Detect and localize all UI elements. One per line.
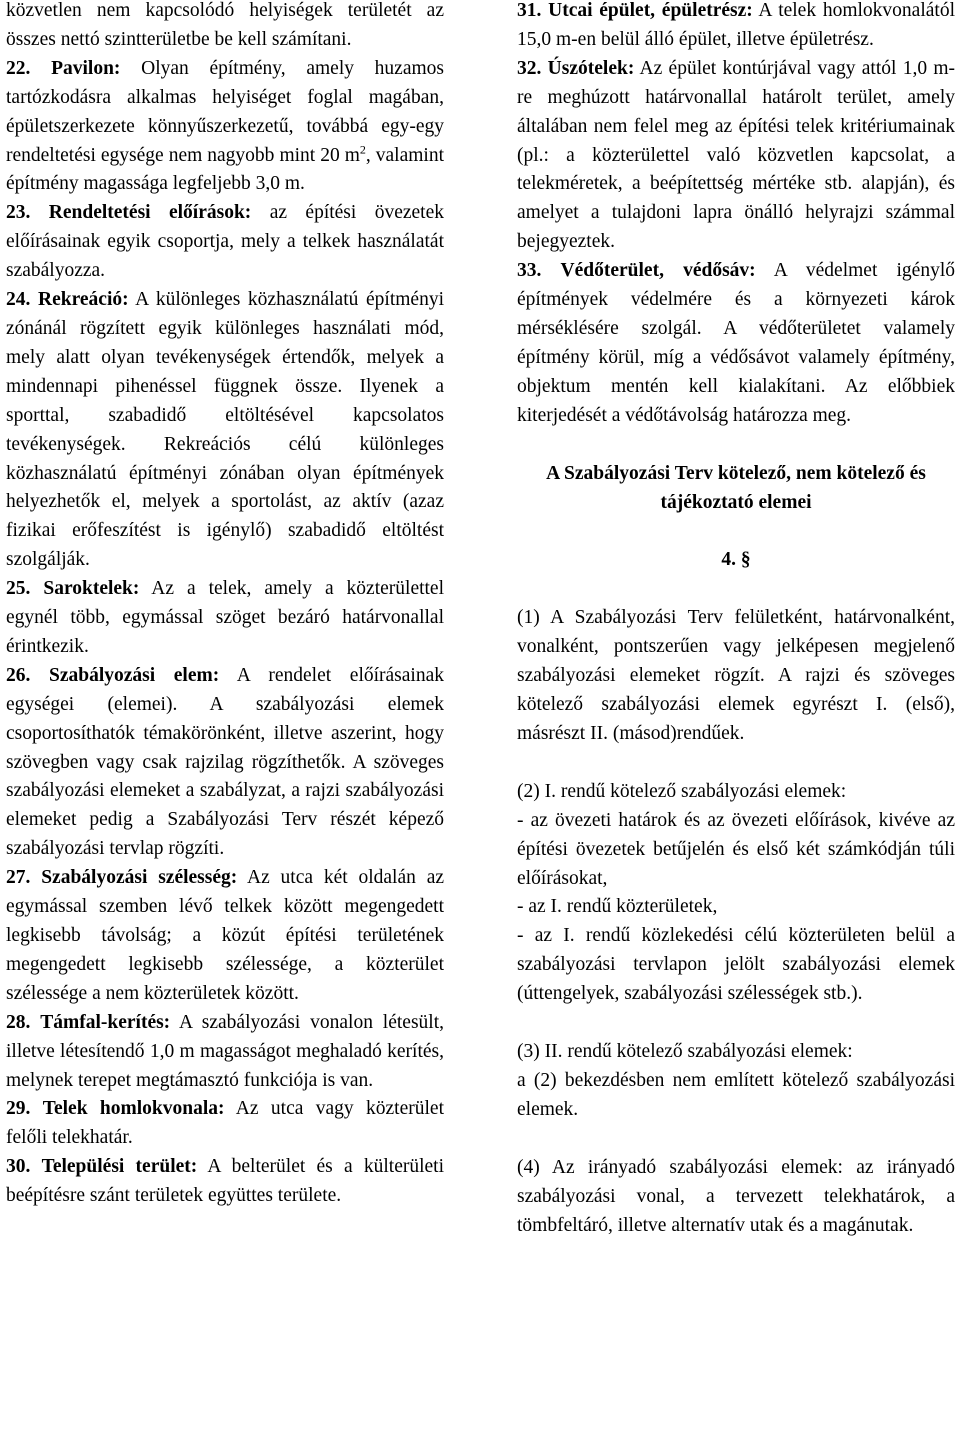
definition-29 [6, 1095, 444, 1153]
definition-22 [6, 55, 444, 200]
definition-term: Úszótelek: [547, 57, 635, 79]
left-column [6, 0, 444, 1211]
definition-number: 27. [6, 867, 31, 889]
definition-body: A különleges közhasználatú építményi zónánál rögzített egyik különleges használati mód, mely alatt olyan tevékenységek értendők, melyek a mindennapi pihenéssel függnek össze. Ilyenek a sporttal, szabadidő eltöltésével kapcsolatos tevékenységek. Rekreációs célú különleges közhasználatú építményi zónában olyan építmények helyezhetők el, melyek a sportolást, az aktív (azaz fizikai erőfeszítést is igénylő) szabadidő eltöltést szolgálják. [6, 289, 444, 571]
definition-body: az építési övezetek előírásainak egyik csoportja, mely a telkek használatát szabályozza. [6, 202, 445, 282]
definition-30 [6, 1153, 444, 1211]
superscript: 2 [359, 142, 366, 157]
definition-number: 28. [6, 1011, 31, 1033]
definition-number: 30. [6, 1156, 31, 1178]
paragraph-2-item: - az I. rendű közlekedési célú közterületen belül a szabályozási tervlapon jelölt szabályozási elemek (úttengelyek, szabályozási szélességek stb.). [517, 925, 955, 1005]
definition-32 [517, 55, 955, 257]
definition-body: Az a telek, amely a közterülettel egynél több, egymással szöget bezáró határvonallal érintkezik. [6, 578, 445, 657]
section-number: 4. § [721, 549, 751, 571]
paragraph-4: (4) Az irányadó szabályozási elemek: az irányadó szabályozási vonal, a tervezett telekhatárok, a tömbfeltáró, illetve alternatív utak és a magánutak. [517, 1156, 955, 1236]
definition-term: Saroktelek: [43, 578, 140, 600]
definition-term: Rendeltetési előírások: [48, 202, 252, 224]
definition-body: Olyan építmény, amely huzamos tartózkodásra alkalmas helyiséget foglal magában, épületszerkezete könnyűszerkezetű, továbbá egy-egy rendeltetési egysége nem nagyobb mint 20 m [6, 57, 444, 166]
definition-body-end: , valamint építmény magassága legfeljebb 3,0 m. [6, 144, 445, 195]
definition-number: 25. [6, 578, 31, 600]
definition-number: 29. [6, 1098, 31, 1120]
spacer [517, 431, 955, 460]
paragraph-2-item: - az I. rendű közterületek, [517, 896, 718, 918]
definition-term: Utcai épület, épületrész: [548, 0, 753, 21]
paragraph-3-lead: (3) II. rendű kötelező szabályozási elemek: [517, 1041, 853, 1063]
spacer [517, 1125, 955, 1154]
definition-23 [6, 199, 444, 286]
spacer [517, 749, 955, 778]
definition-25 [6, 575, 444, 662]
definition-body: Az épület kontúrjával vagy attól 1,0 m-re meghúzott határvonallal határolt terület, amely általában nem felel meg az építési telek kritériumainak (pl.: a közterülettel való közvetlen kapcsolat, a telekméretek, a beépítettség mértéke stb. alapján), és amelyet a tulajdoni lapra önálló helyrajzi számmal bejegyeztek. [517, 57, 956, 253]
definition-body: A szabályozási vonalon létesült, illetve létesítendő 1,0 m magasságot meghaladó kerítés, melynek terepet megtámasztó funkciója is van. [6, 1011, 444, 1091]
definition-28 [6, 1009, 444, 1096]
definition-33 [517, 257, 955, 430]
paragraph-2-item: - az övezeti határok és az övezeti előírások, kivéve az építési övezetek betűjelén és első két számkódján túli előírásokat, [517, 809, 955, 889]
definition-number: 32. [517, 57, 542, 79]
paragraph-1: (1) A Szabályozási Terv felületként, határvonalként, vonalként, pontszerűen vagy jelképesen megjelenő szabályozási elemeket rögzít. A rajzi és szöveges kötelező szabályozási elemek egyrészt I. (első), másrészt II. (másod)rendűek. [517, 607, 955, 744]
paragraph-2-lead: (2) I. rendű kötelező szabályozási elemek: [517, 780, 847, 802]
definition-24 [6, 286, 444, 575]
definition-body: A telek homlokvonalától 15,0 m-en belül álló épület, illetve épületrész. [517, 0, 955, 50]
definition-term: Védőterület, védősáv: [560, 260, 756, 282]
definition-body: A belterület és a külterületi beépítésre szánt területek együttes területe. [6, 1156, 445, 1207]
definition-term: Szabályozási szélesség: [41, 867, 238, 889]
definition-body: A védelmet igénylő építmények védelmére és a környezeti károk mérséklésére szolgál. A védőterületet valamely építmény körül, míg a védősávot valamely építmény, objektum mentén kell kialakítani. Az előbbiek kiterjedését a védőtávolság határozza meg. [517, 260, 956, 426]
intro-paragraph: közvetlen nem kapcsolódó helyiségek területét az összes nettó szintterületbe be kell számítani. [6, 0, 444, 50]
definition-term: Telek homlokvonala: [42, 1098, 225, 1120]
definition-body: A rendelet előírásainak egységei (elemei). A szabályozási elemek csoportosíthatók témakörönként, illetve aszerint, hogy szövegben vagy csak rajzilag rögzíthetők. A szöveges szabályozási elemeket a szabályzat, a rajzi szabályozási elemeket pedig a Szabályozási Terv részét képező szabályozási tervlap rögzíti. [6, 664, 444, 860]
definition-number: 23. [6, 202, 31, 224]
definition-body: Az utca két oldalán az egymással szemben lévő telkek között megengedett legkisebb távolság; a közút építési területének megengedett legkisebb szélessége, a közterület szélessége a nem közterületek között. [6, 867, 445, 1004]
paragraph-3-body: a (2) bekezdésben nem említett kötelező szabályozási elemek. [517, 1070, 955, 1120]
definition-27 [6, 864, 444, 1009]
definition-31 [517, 0, 955, 55]
definition-number: 26. [6, 664, 31, 686]
definition-body: Az utca vagy közterület felőli telekhatár. [6, 1098, 444, 1149]
definition-term: Települési terület: [41, 1156, 198, 1178]
definition-term: Szabályozási elem: [48, 664, 220, 686]
spacer [517, 575, 955, 604]
definition-number: 24. [6, 289, 31, 311]
definition-number: 31. [517, 0, 542, 21]
section-heading: A Szabályozási Terv kötelező, nem kötelező és tájékoztató elemei [546, 462, 926, 513]
definition-term: Támfal-kerítés: [40, 1011, 171, 1033]
definition-number: 33. [517, 260, 542, 282]
definition-number: 22. [6, 57, 31, 79]
spacer [517, 517, 955, 546]
definition-term: Pavilon: [51, 57, 121, 79]
definition-term: Rekreáció: [38, 289, 129, 311]
right-column [517, 0, 955, 1241]
spacer [517, 1009, 955, 1038]
definition-26 [6, 662, 444, 864]
